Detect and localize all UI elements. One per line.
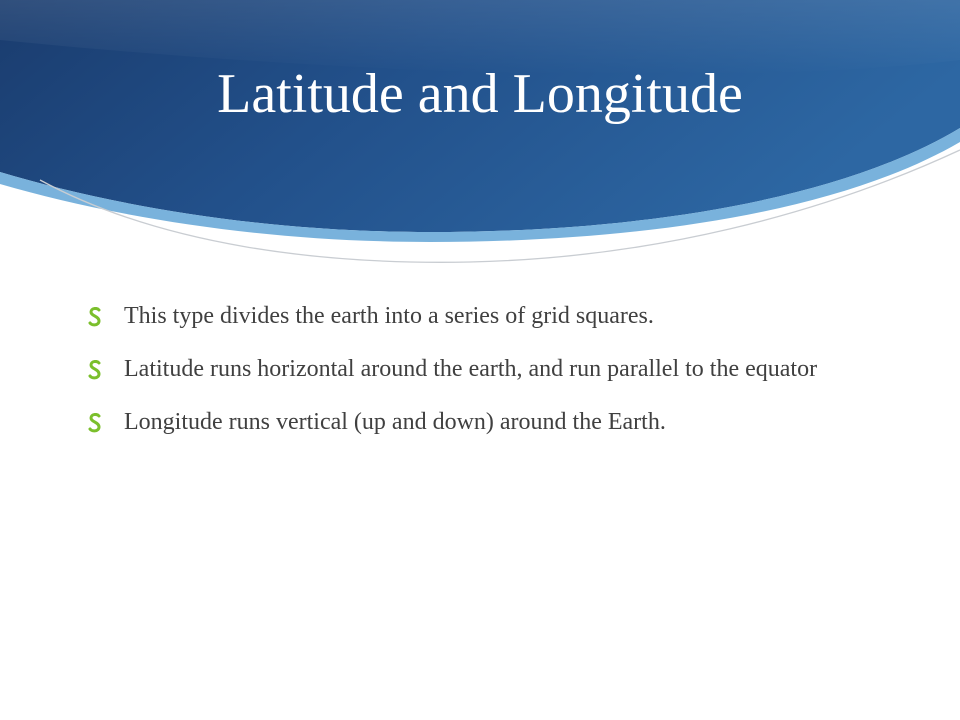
s-swash-bullet-icon	[88, 413, 102, 433]
header-banner	[0, 0, 960, 270]
bullet-item	[88, 300, 888, 332]
s-swash-bullet-icon	[88, 360, 102, 380]
s-swash-bullet-icon	[88, 307, 102, 327]
bullet-list	[88, 300, 888, 459]
bullet-text: Latitude runs horizontal around the earth, and run parallel to the equator	[124, 356, 818, 382]
bullet-item	[88, 353, 888, 385]
bullet-item	[88, 406, 888, 438]
bullet-text: Longitude runs vertical (up and down) around the Earth.	[124, 409, 666, 435]
bullet-text: This type divides the earth into a series of grid squares.	[124, 303, 654, 329]
slide-title: Latitude and Longitude	[217, 63, 743, 125]
